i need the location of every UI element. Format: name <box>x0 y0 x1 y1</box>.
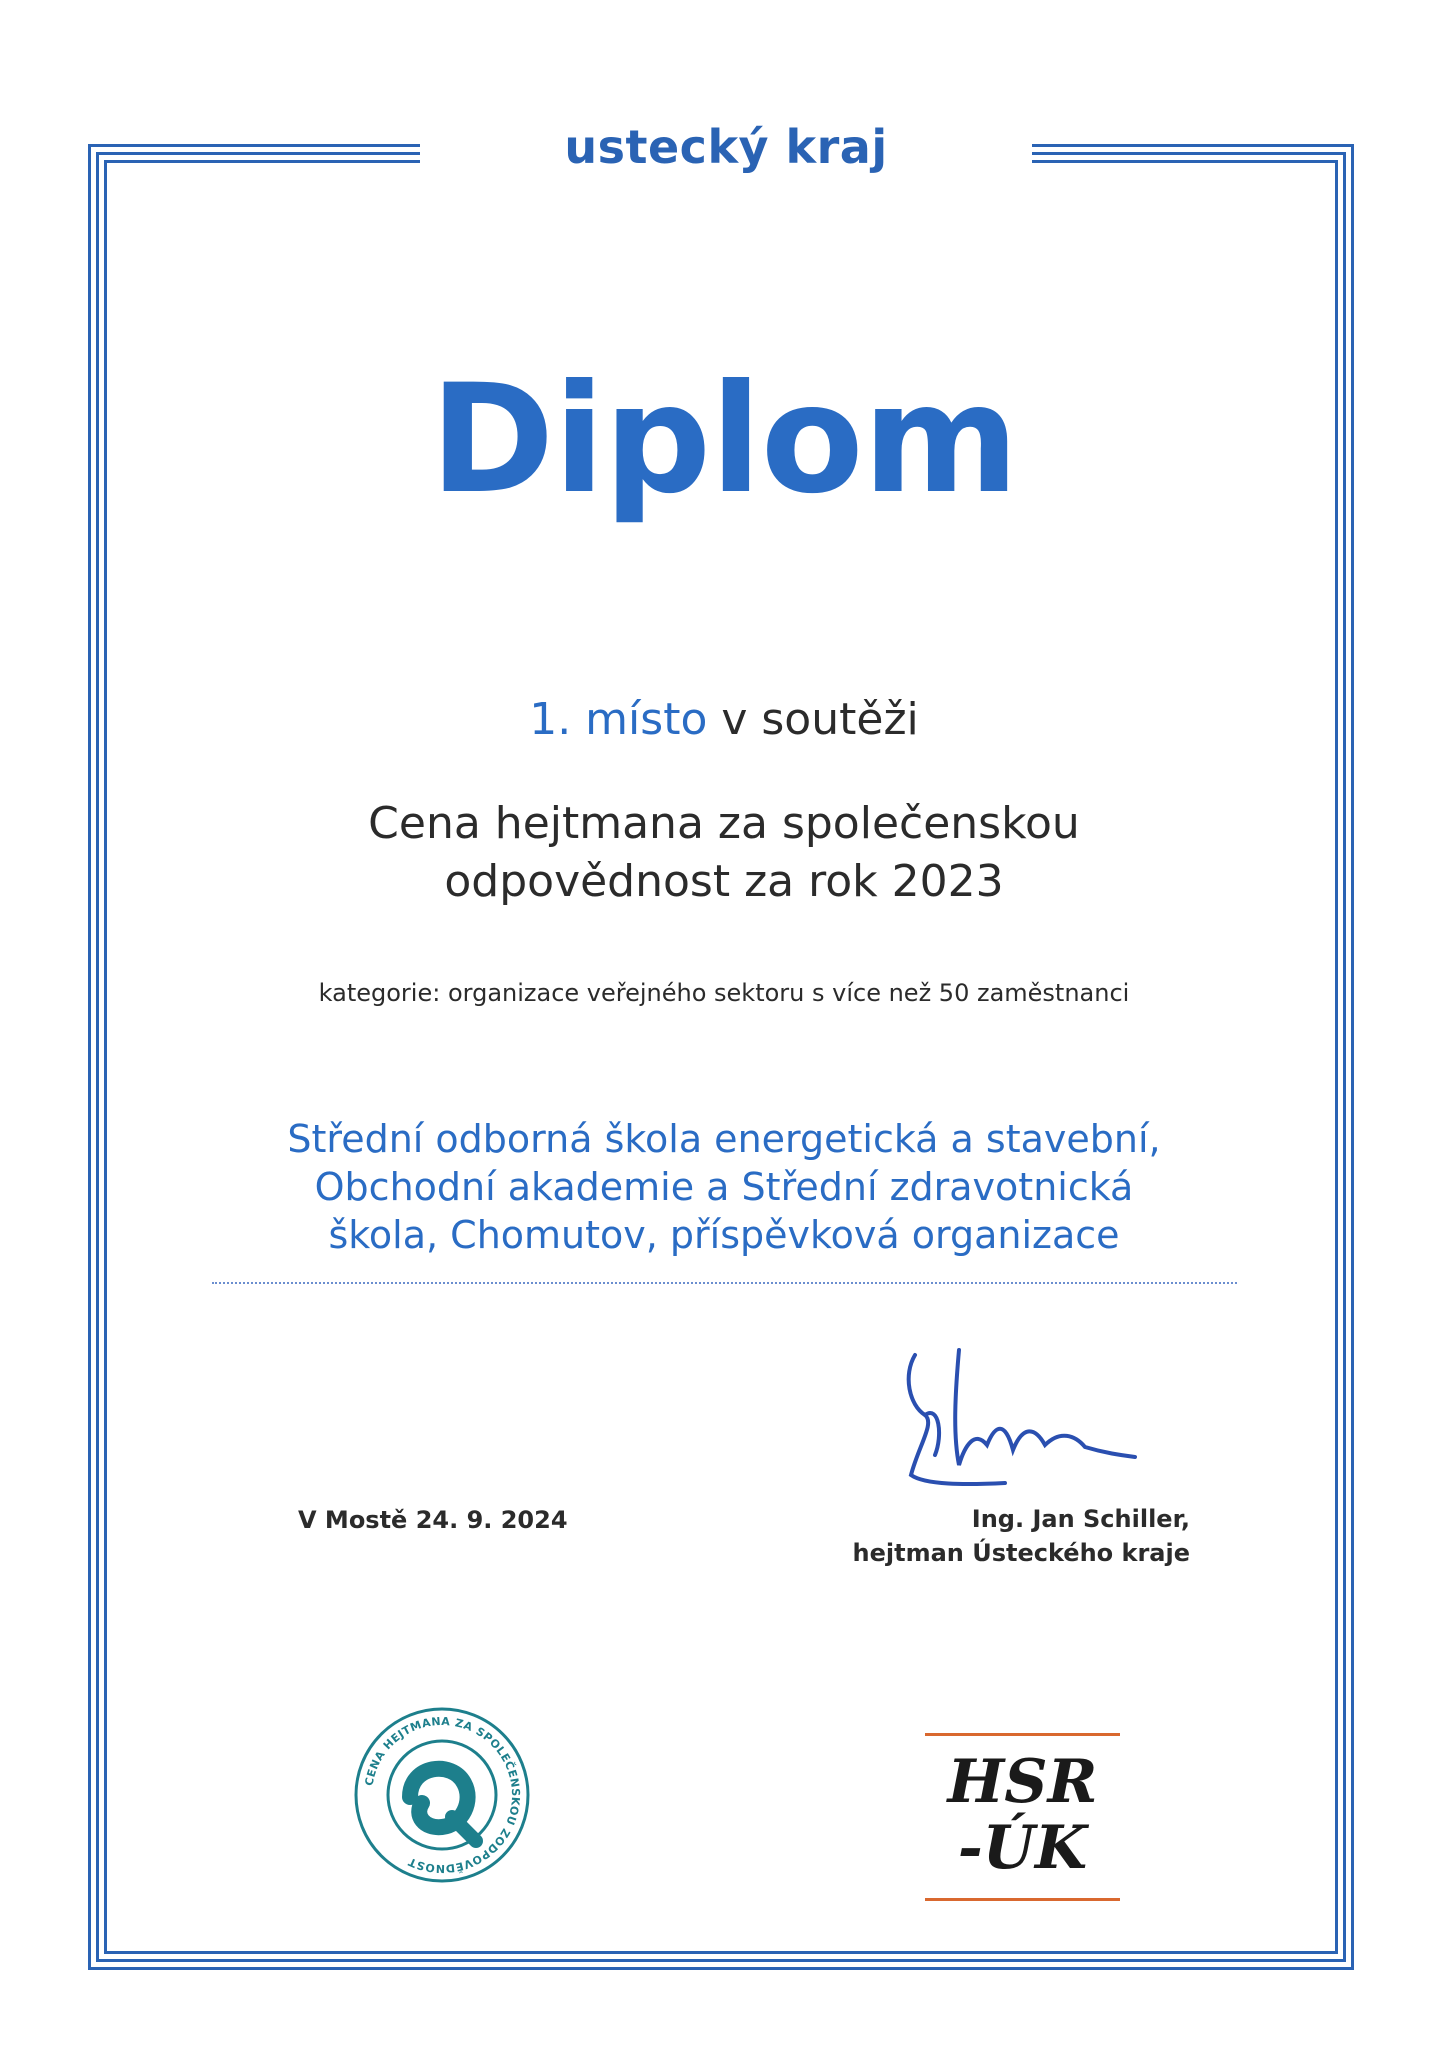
hsr-logo-top-rule <box>925 1733 1120 1736</box>
award-seal-icon <box>352 1705 532 1885</box>
place-and-date: V Mostě 24. 9. 2024 <box>298 1506 568 1534</box>
organization-line-3: škola, Chomutov, příspěvková organizace <box>328 1213 1120 1257</box>
award-name <box>0 795 1448 911</box>
hsr-logo-text <box>925 1749 1120 1881</box>
award-category: kategorie: organizace veřejného sektoru s více než 50 zaměstnanci <box>318 979 1130 1007</box>
recipient-organization <box>0 1115 1448 1259</box>
svg-text:CENA HEJTMANA ZA SPOLEČENSKOU: CENA HEJTMANA ZA SPOLEČENSKOU ZODPOVĚDNOST <box>362 1714 523 1876</box>
placement-rank: 1. místo <box>529 694 708 745</box>
hsr-uk-logo <box>925 1733 1120 1901</box>
dotted-divider <box>212 1282 1237 1284</box>
hsr-logo-line-2: -ÚK <box>957 1813 1088 1883</box>
ustecky-kraj-logo: ustecký kraj <box>564 120 888 174</box>
award-line-2: odpovědnost za rok 2023 <box>444 856 1004 907</box>
diploma-title: Diplom <box>429 353 1019 527</box>
signer-name: Ing. Jan Schiller, <box>971 1505 1190 1533</box>
signer-role: hejtman Ústeckého kraje <box>852 1539 1190 1567</box>
signer-block <box>800 1502 1190 1570</box>
placement-line <box>0 690 1448 750</box>
organization-line-2: Obchodní akademie a Střední zdravotnická <box>314 1165 1134 1209</box>
hsr-logo-bottom-rule <box>925 1898 1120 1901</box>
placement-text: v soutěži <box>707 694 919 745</box>
award-line-1: Cena hejtmana za společenskou <box>368 798 1080 849</box>
hsr-logo-line-1: HSR <box>947 1747 1098 1817</box>
organization-line-1: Střední odborná škola energetická a stavební, <box>287 1117 1161 1161</box>
handwritten-signature <box>895 1335 1175 1500</box>
